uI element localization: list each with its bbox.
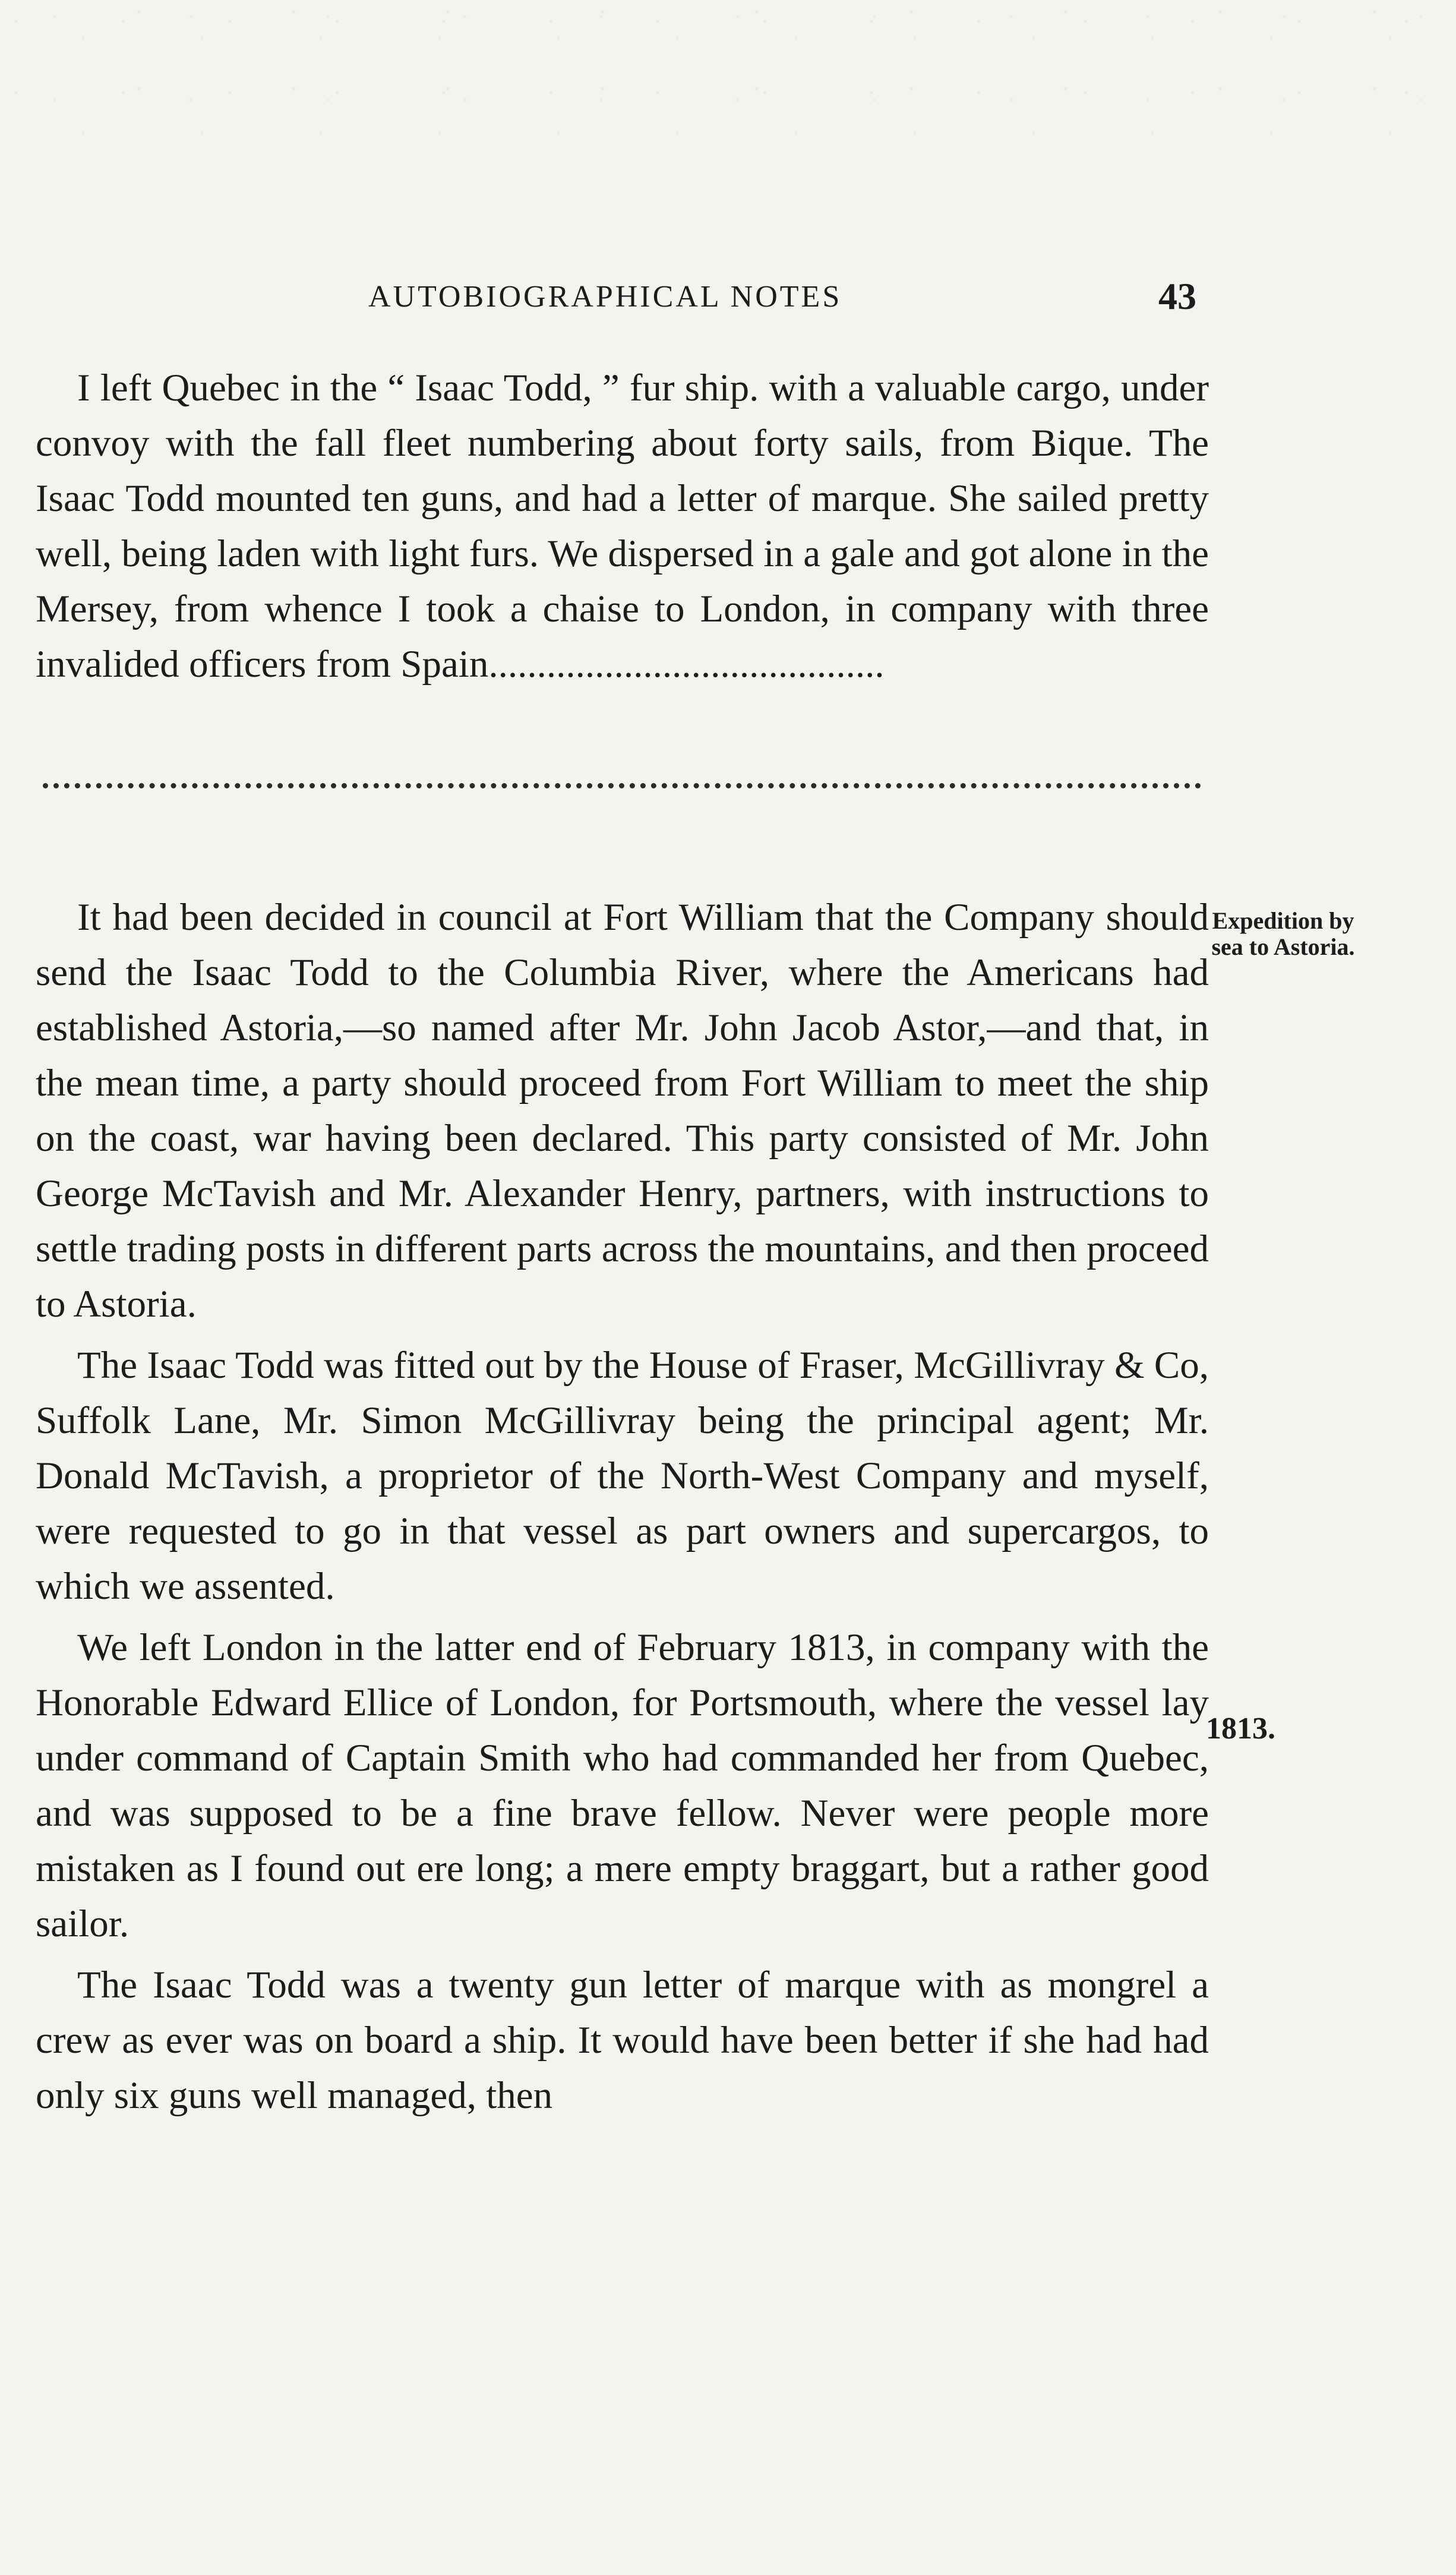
- text-block-1: [36, 361, 1209, 692]
- paragraph-1: I left Quebec in the “ Isaac Todd, ” fur ship. with a valuable cargo, under convoy with the fall fleet numbering about forty sails, from Bique. The Isaac Todd mounted ten guns, and had a letter of marque. She sailed pretty well, being laden with light furs. We dispersed in a gale and got alone in the Mersey, from whence I took a chaise to London, in company with three invalided officers from Spain.........................................: [36, 367, 1209, 686]
- page-header: [0, 275, 1456, 327]
- page-number: 43: [1158, 275, 1196, 317]
- ellipsis-rule: [43, 783, 1201, 788]
- margin-note-expedition: Expedition by sea to Astoria.: [1211, 907, 1355, 960]
- paragraph-2: It had been decided in council at Fort William that the Company should send the Isaac Todd to the Columbia River, where the Americans had established Astoria,—so named after Mr. John Jacob Astor,—and that, in the mean time, a party should proceed from Fort William to meet the ship on the coast, war having been declared. This party consisted of Mr. John George McTavish and Mr. Alexander Henry, partners, with instructions to settle trading posts in different parts across the mountains, and then proceed to Astoria.: [36, 896, 1209, 1326]
- paragraph-4: We left London in the latter end of February 1813, in company with the Honorable Edward Ellice of London, for Portsmouth, where the vessel lay under command of Captain Smith who had commanded her from Quebec, and was supposed to be a fine brave fellow. Never were people more mistaken as I found out ere long; a mere empty braggart, but a rather good sailor.: [36, 1626, 1209, 1945]
- paragraph-3: The Isaac Todd was fitted out by the House of Fraser, McGillivray & Co, Suffolk Lane, Mr. Simon McGillivray being the principal agent; Mr. Donald McTavish, a proprietor of the North-West Company and myself, were requested to go in that vessel as part owners and supercargos, to which we assented.: [36, 1344, 1209, 1608]
- paragraph-5: The Isaac Todd was a twenty gun letter of marque with as mongrel a crew as ever was on board a ship. It would have been better if she had had only six guns well managed, then: [36, 1964, 1209, 2117]
- running-head: AUTOBIOGRAPHICAL NOTES: [368, 280, 842, 314]
- margin-note-year: 1813.: [1206, 1712, 1275, 1746]
- scan-noise: [0, 0, 1456, 154]
- text-block-2: [36, 890, 1209, 2123]
